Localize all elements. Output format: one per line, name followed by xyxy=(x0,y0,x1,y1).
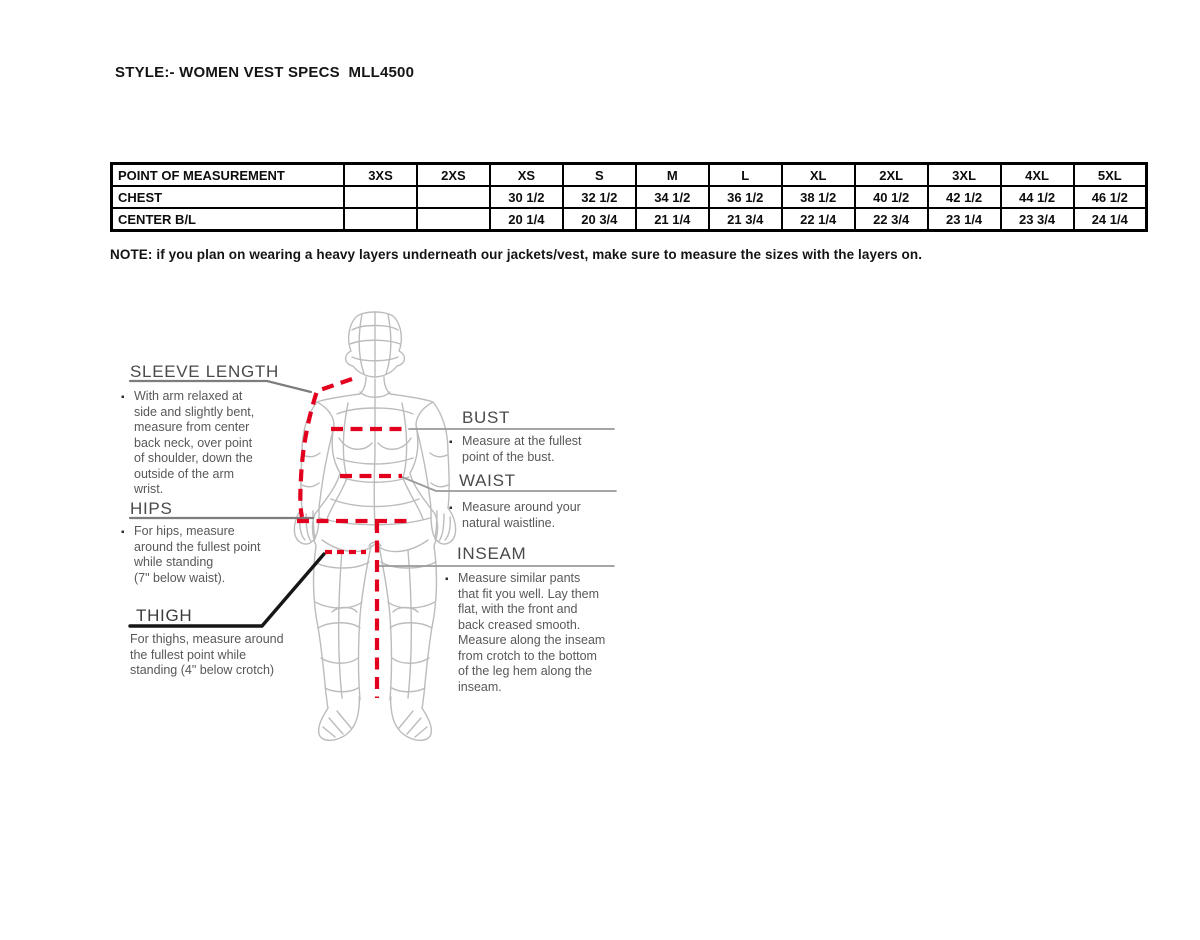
waist-description xyxy=(449,500,581,531)
description-line: flat, with the front and xyxy=(458,602,578,616)
left-arm xyxy=(301,402,334,514)
bullet-icon: ▪ xyxy=(449,437,453,448)
size-chart-table xyxy=(110,162,1148,232)
chest-value-4xl: 44 1/2 xyxy=(1001,186,1074,208)
centerbl-value-2xs xyxy=(417,208,490,231)
description-line: outside of the arm xyxy=(134,466,235,481)
description-line: from crotch to the bottom xyxy=(458,648,597,663)
description-line: Measure along the inseam xyxy=(458,633,606,647)
description-line: back neck, over point xyxy=(134,435,253,450)
description-line: the fullest point while xyxy=(130,647,247,662)
col-header-xs: XS xyxy=(490,164,563,187)
col-header-s: S xyxy=(563,164,636,187)
right-arm xyxy=(416,402,449,514)
centerbl-value-3xl: 23 1/4 xyxy=(928,208,1001,231)
chest-value-s: 32 1/2 xyxy=(563,186,636,208)
bullet-icon: ▪ xyxy=(121,527,125,538)
centerbl-value-xl: 22 1/4 xyxy=(782,208,855,231)
body-figure-wireframe xyxy=(294,312,455,740)
shoulders xyxy=(317,392,433,402)
chest-value-3xl: 42 1/2 xyxy=(928,186,1001,208)
col-header-xl: XL xyxy=(782,164,855,187)
legs-outline xyxy=(314,546,437,708)
thigh-description xyxy=(130,632,284,679)
description-line: around the fullest point xyxy=(134,539,261,554)
left-hand xyxy=(294,508,319,544)
description-line: natural waistline. xyxy=(462,515,556,530)
centerbl-value-l: 21 3/4 xyxy=(709,208,782,231)
table-row-chest xyxy=(112,186,1147,208)
description-line: while standing xyxy=(134,555,214,569)
left-foot xyxy=(319,697,360,740)
table-header-row xyxy=(112,164,1147,187)
col-header-m: M xyxy=(636,164,709,187)
description-line: wrist. xyxy=(134,482,164,496)
pelvis xyxy=(322,540,428,552)
col-header-3xs: 3XS xyxy=(344,164,417,187)
centerbl-value-5xl: 24 1/4 xyxy=(1074,208,1147,231)
centerbl-value-xs: 20 1/4 xyxy=(490,208,563,231)
col-header-l: L xyxy=(709,164,782,187)
description-line: that fit you well. Lay them xyxy=(458,586,600,601)
chest-value-5xl: 46 1/2 xyxy=(1074,186,1147,208)
description-line: For thighs, measure around xyxy=(130,632,284,646)
torso-outline xyxy=(312,402,340,546)
col-header-4xl: 4XL xyxy=(1001,164,1074,187)
chest-value-3xs xyxy=(344,186,417,208)
description-line: inseam. xyxy=(458,679,502,694)
col-header-2xs: 2XS xyxy=(417,164,490,187)
note-text: NOTE: if you plan on wearing a heavy layers underneath our jackets/vest, make sure to measure the sizes with the layers on. xyxy=(110,247,923,262)
description-line: (7" below waist). xyxy=(134,570,226,585)
neck xyxy=(360,377,390,396)
bust-description xyxy=(449,434,582,465)
chest-value-xs: 30 1/2 xyxy=(490,186,563,208)
col-header-2xl: 2XL xyxy=(855,164,928,187)
description-line: side and slightly bent, xyxy=(134,404,255,419)
description-line: standing (4" below crotch) xyxy=(130,663,275,677)
chest-value-2xs xyxy=(417,186,490,208)
bullet-icon: ▪ xyxy=(445,574,449,585)
row-label-center-bl: CENTER B/L xyxy=(112,208,345,231)
thigh-label: THIGH xyxy=(136,606,193,625)
inseam-label: INSEAM xyxy=(457,544,527,563)
bust-label: BUST xyxy=(462,408,511,427)
description-line: Measure around your xyxy=(462,500,581,514)
page-title: STYLE:- WOMEN VEST SPECS MLL4500 xyxy=(115,64,415,81)
chest-value-m: 34 1/2 xyxy=(636,186,709,208)
centerbl-value-4xl: 23 3/4 xyxy=(1001,208,1074,231)
sleeve-length-description xyxy=(121,389,255,498)
right-foot xyxy=(391,697,432,740)
description-line: With arm relaxed at xyxy=(134,389,243,403)
description-line: measure from center xyxy=(134,420,250,434)
sleeve-length-label: SLEEVE LENGTH xyxy=(130,362,279,381)
hips-label: HIPS xyxy=(130,499,173,518)
bullet-icon: ▪ xyxy=(121,392,125,403)
description-line: For hips, measure xyxy=(134,524,235,538)
description-line: back creased smooth. xyxy=(458,617,581,632)
description-line: point of the bust. xyxy=(462,449,555,464)
hips-description xyxy=(121,524,261,586)
description-line: Measure similar pants xyxy=(458,571,581,585)
row-label-chest: CHEST xyxy=(112,186,345,208)
centerbl-value-s: 20 3/4 xyxy=(563,208,636,231)
sleeve-measure-line xyxy=(300,379,352,517)
head-outline xyxy=(346,312,405,377)
inseam-description xyxy=(445,571,606,695)
description-line: Measure at the fullest xyxy=(462,434,582,448)
chest-value-xl: 38 1/2 xyxy=(782,186,855,208)
centerbl-value-2xl: 22 3/4 xyxy=(855,208,928,231)
chest-value-l: 36 1/2 xyxy=(709,186,782,208)
centerbl-value-m: 21 1/4 xyxy=(636,208,709,231)
table-row-center-bl xyxy=(112,208,1147,231)
chest-value-2xl: 40 1/2 xyxy=(855,186,928,208)
col-header-point-of-measurement: POINT OF MEASUREMENT xyxy=(112,164,345,187)
description-line: of shoulder, down the xyxy=(134,451,253,465)
description-line: of the leg hem along the xyxy=(458,664,593,678)
col-header-3xl: 3XL xyxy=(928,164,1001,187)
centerbl-value-3xs xyxy=(344,208,417,231)
bullet-icon: ▪ xyxy=(449,503,453,514)
waist-label: WAIST xyxy=(459,471,516,490)
col-header-5xl: 5XL xyxy=(1074,164,1147,187)
